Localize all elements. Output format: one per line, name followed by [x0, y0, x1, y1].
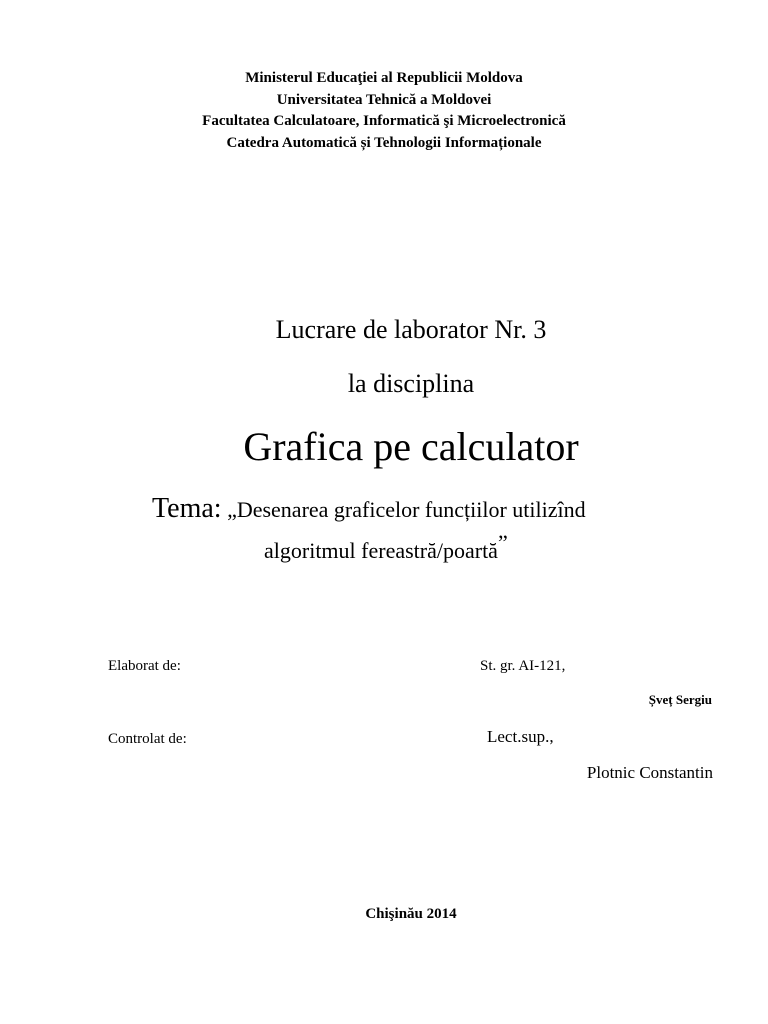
university-name: Universitatea Tehnică a Moldovei [276, 91, 492, 108]
theme-text-line-2: algoritmul fereastră/poartă [264, 538, 498, 563]
elaborated-label: Elaborat de: [108, 658, 181, 674]
ministry-name: Ministerul Educaţiei al Republicii Moldova [245, 70, 523, 86]
theme-label: Tema: [152, 493, 222, 524]
student-group: St. gr. AI-121, [480, 658, 566, 674]
theme-text-line-1: Desenarea graficelor funcțiilor utilizînd [236, 497, 586, 522]
student-name: Șveț Sergiu [648, 692, 712, 707]
theme-line-2 [264, 530, 508, 567]
theme-quote-close: ” [497, 530, 508, 555]
teacher-name: Plotnic Constantin [586, 763, 713, 782]
lab-work-title: Lucrare de laborator Nr. 3 [275, 315, 547, 344]
department-name: Catedra Automatică și Tehnologii Informaționale [226, 134, 542, 151]
discipline-label: la disciplina [347, 369, 475, 398]
institution-header [0, 68, 768, 154]
theme-line-1 [152, 491, 586, 528]
place-and-year: Chişinău 2014 [365, 906, 457, 922]
course-name: Grafica pe calculator [243, 424, 579, 469]
faculty-name: Facultatea Calculatoare, Informatică şi Microelectronică [202, 113, 566, 129]
teacher-title: Lect.sup., [487, 727, 554, 746]
theme-quote-open: „ [227, 497, 237, 522]
controlled-label: Controlat de: [108, 731, 187, 747]
